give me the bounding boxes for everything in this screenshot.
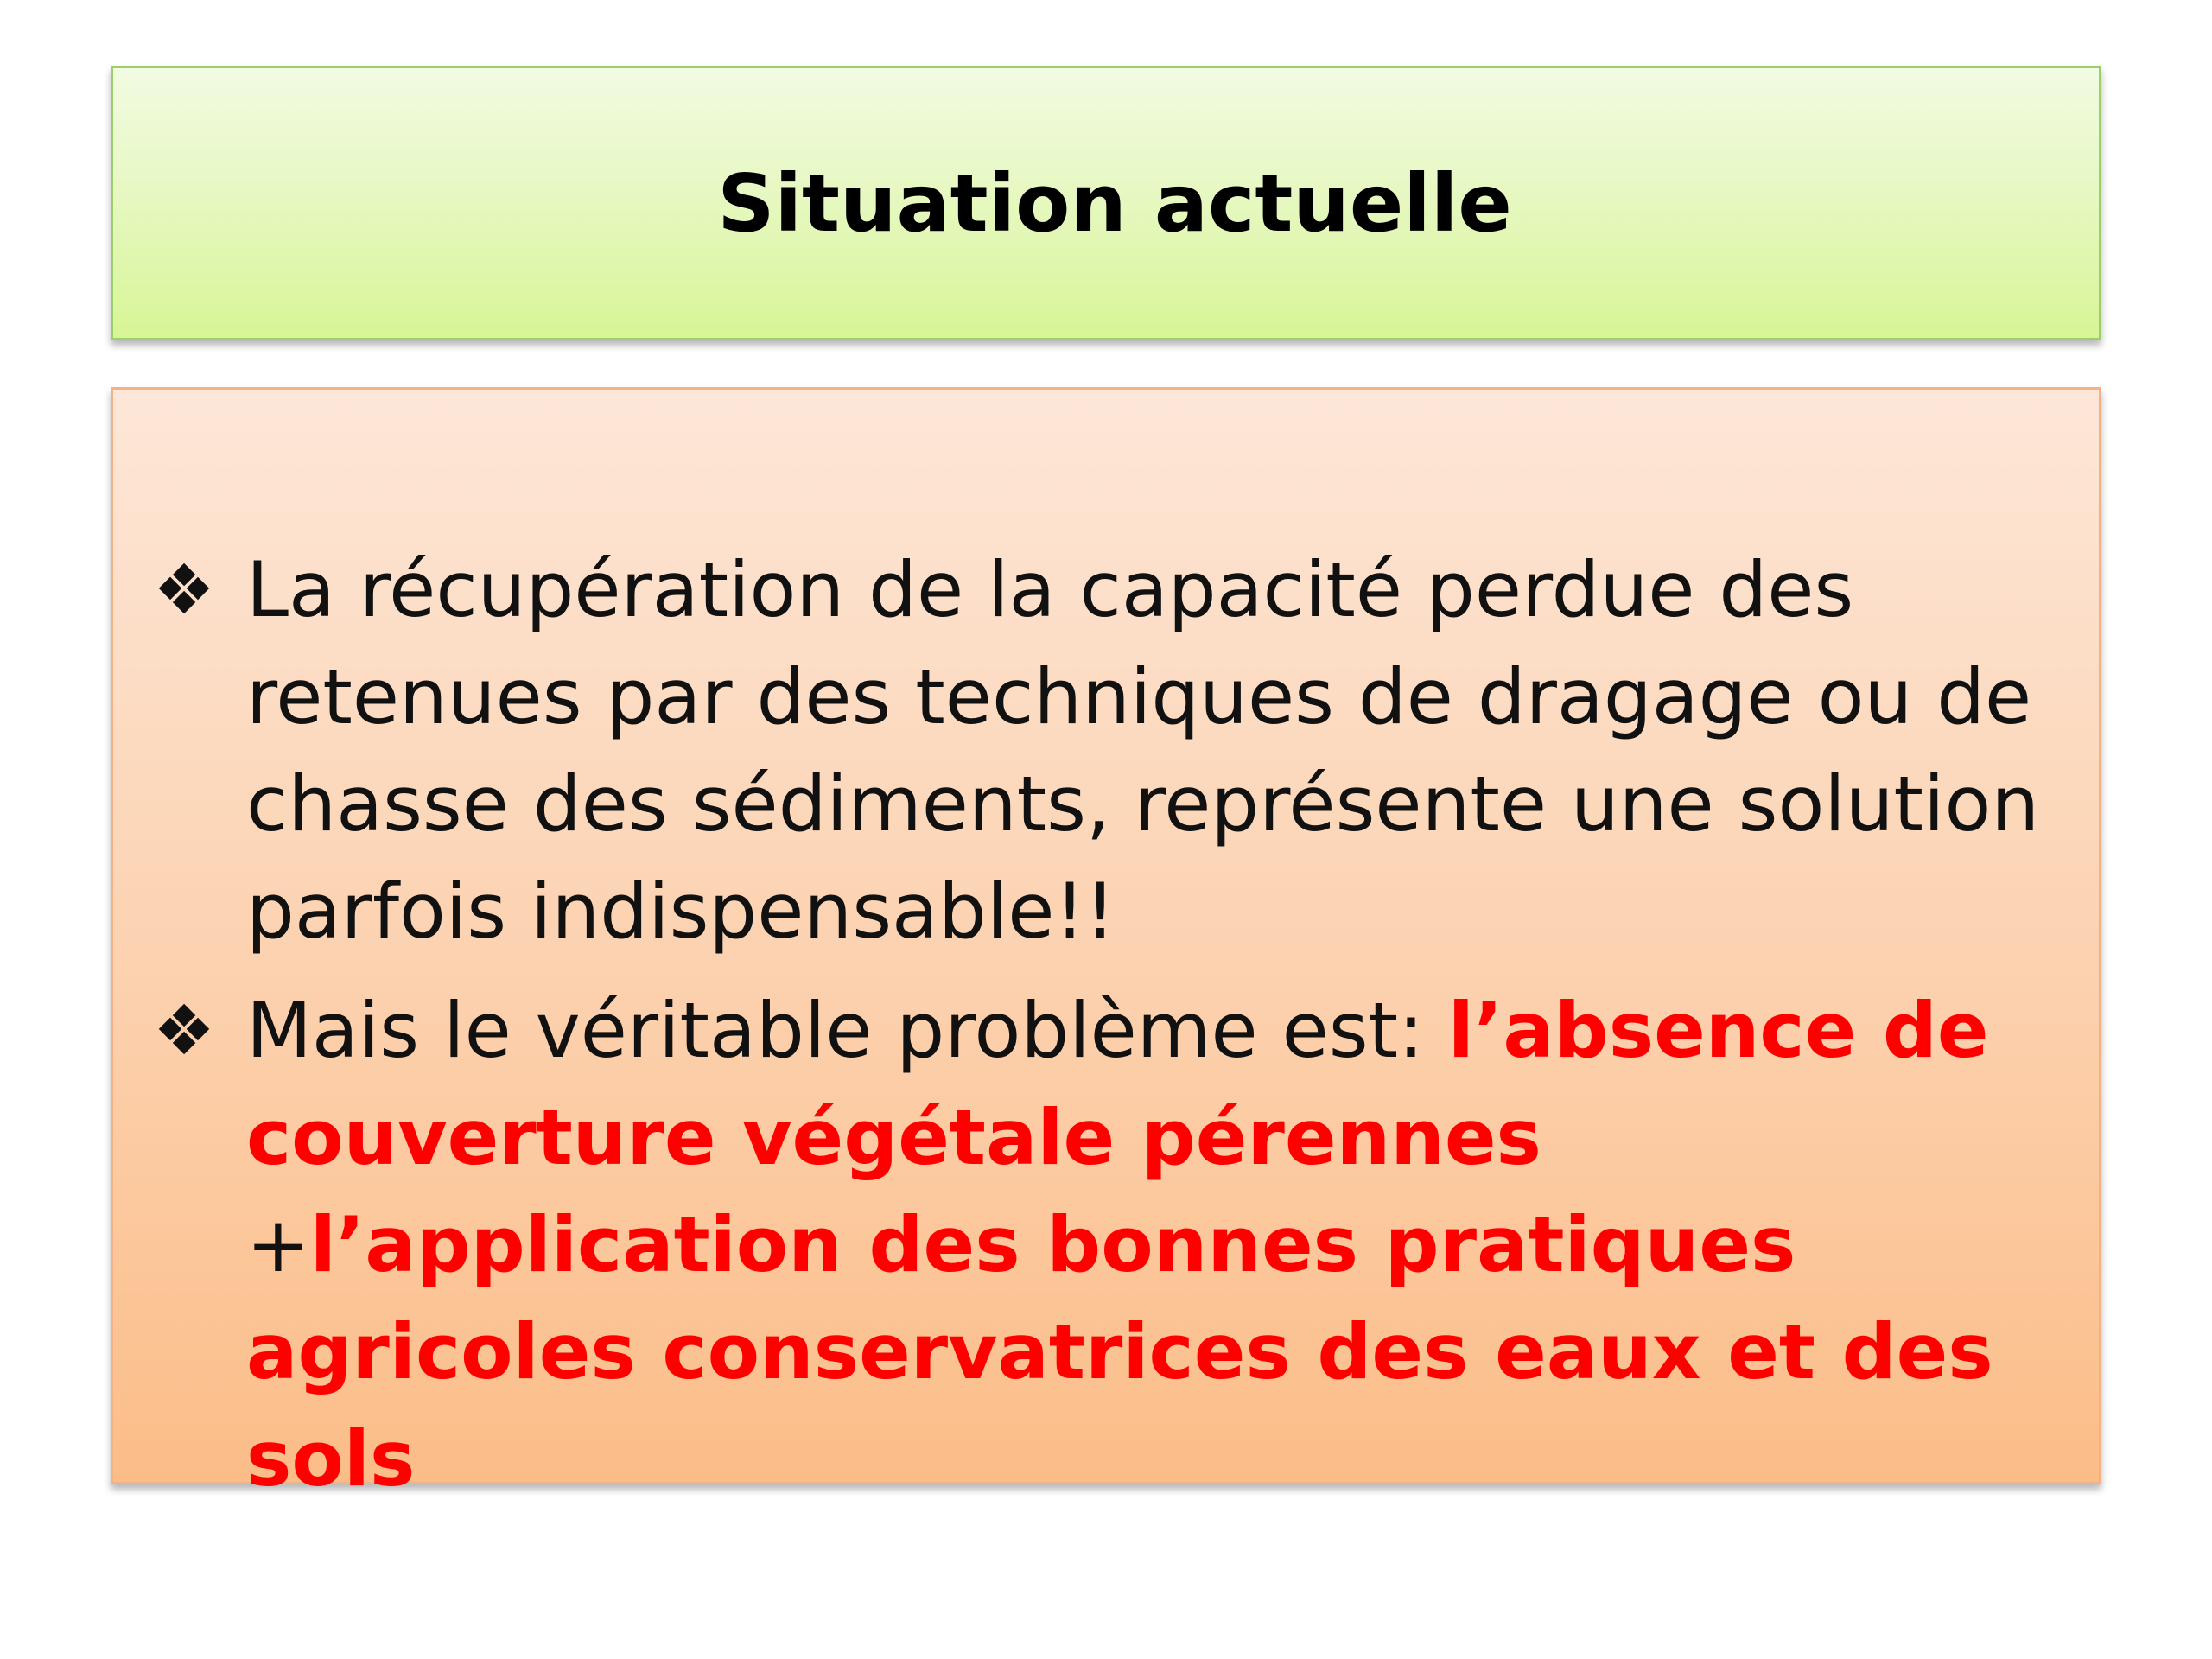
bullet-list: [141, 537, 2094, 1525]
bullet-text-1: La récupération de la capacité perdue des retenues par des techniques de dragage ou de chasse des sédiments, représente une solution parfois indispensable!!: [246, 545, 2040, 956]
bullet-lead-text: Mais le véritable problème est:: [246, 986, 1448, 1075]
diamond-bullet-icon: ❖: [153, 550, 215, 630]
diamond-bullet-icon: ❖: [153, 990, 215, 1071]
content-box: [111, 387, 2101, 1503]
highlight-text-1: l’absence de couverture végétale pérennes: [246, 986, 1989, 1182]
plus-sign: +: [246, 1200, 310, 1289]
highlight-text-2: l’application des bonnes pratiques agricoles conservatrices des eaux et des sols: [246, 1200, 1993, 1503]
slide-title: Situation actuelle: [717, 156, 1512, 250]
title-box: [111, 66, 2101, 340]
bullet-item-2: [141, 977, 2094, 1513]
bullet-item-1: [141, 537, 2094, 965]
